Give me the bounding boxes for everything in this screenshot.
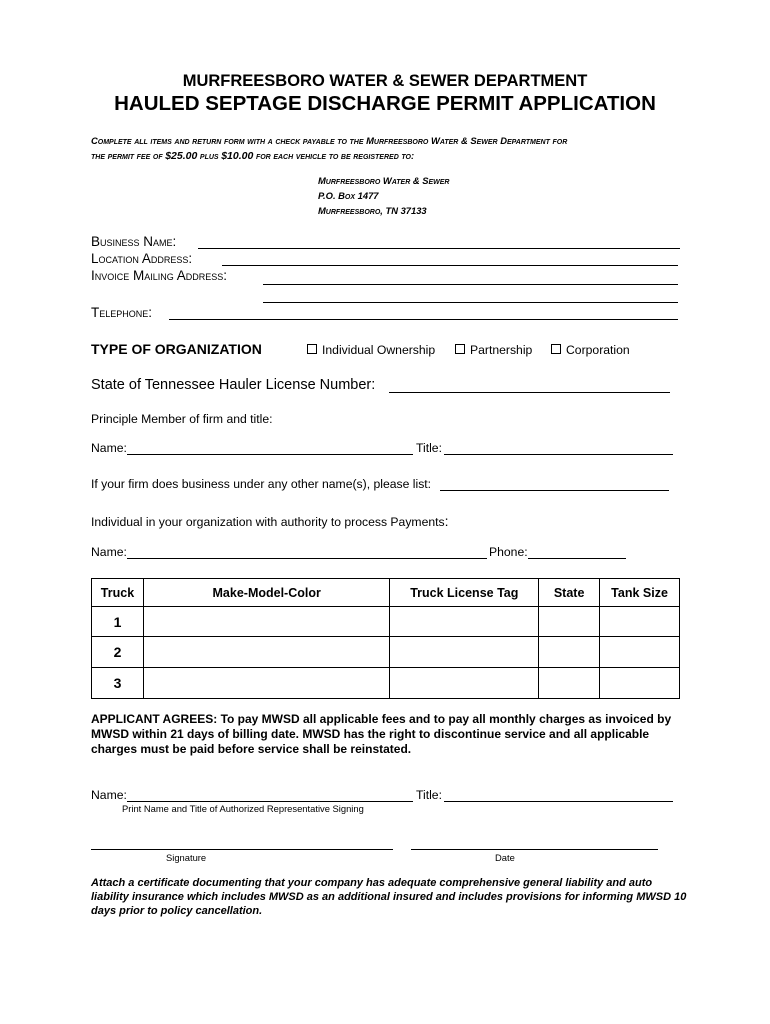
phone-line[interactable] bbox=[528, 558, 626, 559]
instructions bbox=[91, 133, 711, 164]
form-title: HAULED SEPTAGE DISCHARGE PERMIT APPLICATION bbox=[114, 92, 656, 115]
table-cell[interactable] bbox=[600, 607, 680, 637]
option-label: Corporation bbox=[566, 343, 630, 357]
table-cell[interactable] bbox=[143, 668, 389, 699]
option-corporation[interactable] bbox=[551, 343, 630, 357]
instructions-line-1: Complete all items and return form with a check payable to the Murfreesboro Water & Sewer Department for bbox=[91, 135, 568, 146]
invoice-address-label: Invoice Mailing Address: bbox=[91, 268, 228, 283]
signer-name-line[interactable] bbox=[127, 801, 413, 802]
location-address-label: Location Address: bbox=[91, 251, 193, 266]
checkbox-icon[interactable] bbox=[455, 344, 465, 354]
checkbox-icon[interactable] bbox=[551, 344, 561, 354]
option-individual[interactable] bbox=[307, 343, 435, 357]
telephone-line[interactable] bbox=[169, 319, 678, 320]
checkbox-icon[interactable] bbox=[307, 344, 317, 354]
table-cell[interactable] bbox=[143, 607, 389, 637]
truck-number: 3 bbox=[92, 668, 144, 699]
payment-authority-text: Individual in your organization with authority to process Payments bbox=[91, 515, 445, 529]
table-row bbox=[92, 668, 680, 699]
business-name-label: Business Name: bbox=[91, 234, 177, 249]
mailing-address bbox=[318, 173, 449, 218]
table-header: Truck License Tag bbox=[390, 579, 539, 607]
phone-label: Phone: bbox=[489, 545, 528, 559]
table-cell[interactable] bbox=[539, 637, 600, 668]
table-cell[interactable] bbox=[539, 607, 600, 637]
business-name-line[interactable] bbox=[198, 248, 680, 249]
signature-caption: Signature bbox=[166, 852, 207, 863]
table-row bbox=[92, 607, 680, 637]
table-row bbox=[92, 637, 680, 668]
principal-member-label: Principle Member of firm and title: bbox=[91, 412, 273, 426]
table-header-row bbox=[92, 579, 680, 607]
other-names-label: If your firm does business under any other name(s), please list: bbox=[91, 477, 432, 491]
table-cell[interactable] bbox=[600, 668, 680, 699]
principal-name-line[interactable] bbox=[127, 454, 413, 455]
other-names-line[interactable] bbox=[440, 490, 669, 491]
permit-fee: $25.00 bbox=[165, 150, 198, 162]
signer-title-label: Title: bbox=[416, 788, 442, 802]
table-cell[interactable] bbox=[539, 668, 600, 699]
option-label: Partnership bbox=[470, 343, 533, 357]
principal-title-label: Title: bbox=[416, 441, 442, 455]
telephone-label: Telephone: bbox=[91, 305, 153, 320]
payment-authority-label bbox=[91, 513, 449, 529]
address-line: P.O. Box 1477 bbox=[318, 190, 379, 201]
hauler-license-label: State of Tennessee Hauler License Number: bbox=[91, 377, 376, 393]
table-header: Make-Model-Color bbox=[143, 579, 389, 607]
hauler-license-line[interactable] bbox=[389, 392, 670, 393]
department-name: MURFREESBORO WATER & SEWER DEPARTMENT bbox=[182, 72, 588, 90]
date-line[interactable] bbox=[411, 849, 658, 850]
vehicle-fee: $10.00 bbox=[221, 150, 254, 162]
instructions-text: plus bbox=[197, 150, 222, 161]
instructions-text: for each vehicle to be registered to: bbox=[253, 150, 415, 161]
principal-name-label: Name: bbox=[91, 441, 127, 455]
table-header: Truck bbox=[92, 579, 144, 607]
instructions-text: the permit fee of bbox=[91, 150, 166, 161]
location-address-line[interactable] bbox=[222, 265, 678, 266]
instructions-line-2 bbox=[91, 148, 711, 164]
option-label: Individual Ownership bbox=[322, 343, 436, 357]
table-cell[interactable] bbox=[390, 637, 539, 668]
print-name-caption: Print Name and Title of Authorized Representative Signing bbox=[122, 803, 364, 814]
truck-number: 1 bbox=[92, 607, 144, 637]
organization-type-label: TYPE OF ORGANIZATION bbox=[91, 341, 262, 357]
payment-name-line[interactable] bbox=[127, 558, 487, 559]
table-cell[interactable] bbox=[390, 607, 539, 637]
principal-title-line[interactable] bbox=[444, 454, 673, 455]
truck-table bbox=[91, 578, 680, 699]
table-cell[interactable] bbox=[390, 668, 539, 699]
insurance-note: Attach a certificate documenting that your company has adequate comprehensive general liability and auto liability insurance which includes MWSD as an additional insured and includes provisions for informing MWSD 10 days prior to policy cancellation. bbox=[91, 877, 687, 917]
payment-name-label: Name: bbox=[91, 545, 127, 559]
table-header: State bbox=[539, 579, 600, 607]
invoice-address-line-2[interactable] bbox=[263, 302, 678, 303]
signer-name-label: Name: bbox=[91, 788, 127, 802]
table-cell[interactable] bbox=[143, 637, 389, 668]
payment-colon: : bbox=[444, 513, 449, 529]
date-caption: Date bbox=[495, 852, 515, 863]
signer-title-line[interactable] bbox=[444, 801, 673, 802]
table-header: Tank Size bbox=[600, 579, 680, 607]
applicant-agreement: APPLICANT AGREES: To pay MWSD all applicable fees and to pay all monthly charges as invoiced by MWSD within 21 days of billing date. MWSD has the right to discontinue service and all applicable charges must be paid before service shall be reinstated. bbox=[91, 712, 672, 756]
signature-line[interactable] bbox=[91, 849, 393, 850]
table-cell[interactable] bbox=[600, 637, 680, 668]
truck-number: 2 bbox=[92, 637, 144, 668]
invoice-address-line[interactable] bbox=[263, 284, 678, 285]
option-partnership[interactable] bbox=[455, 343, 532, 357]
address-line: Murfreesboro Water & Sewer bbox=[318, 175, 450, 186]
address-line: Murfreesboro, TN 37133 bbox=[318, 205, 427, 216]
